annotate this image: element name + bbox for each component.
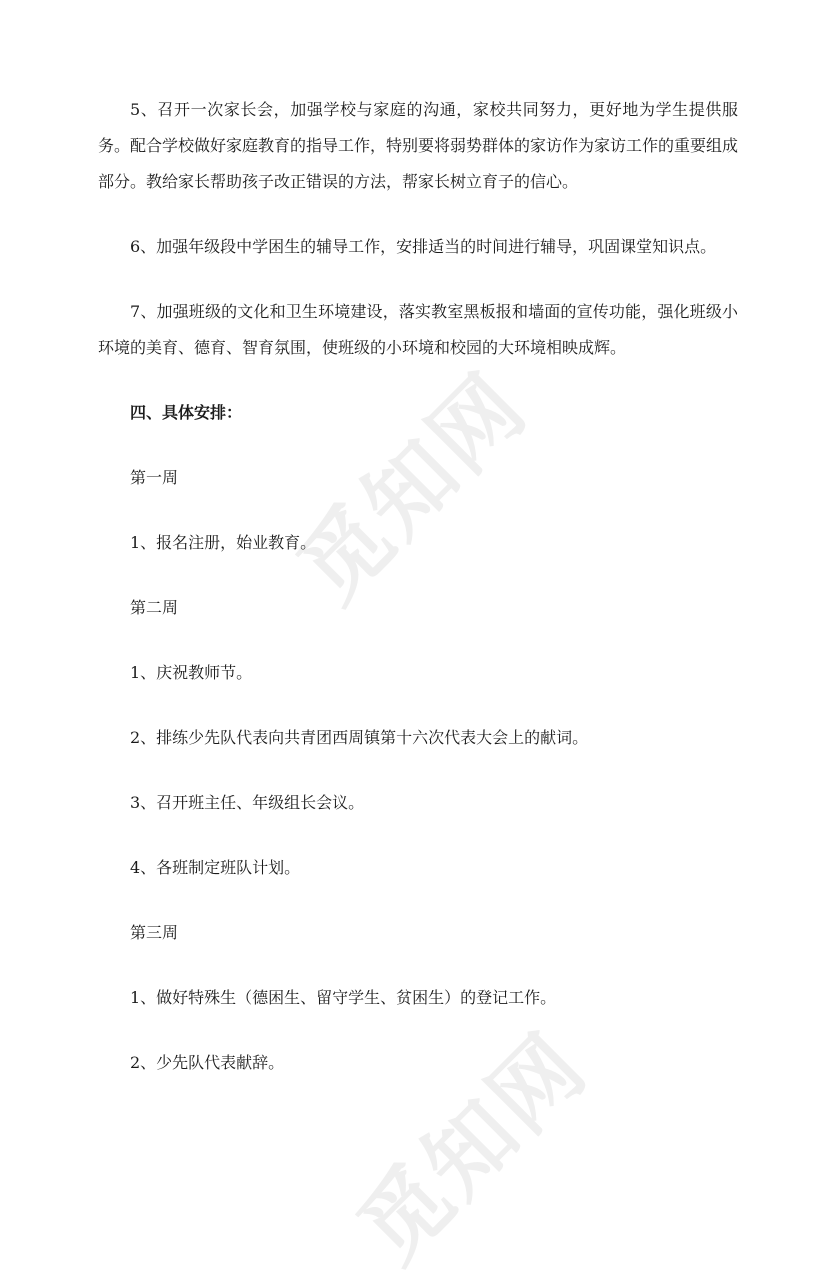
paragraph-item-7: 7、加强班级的文化和卫生环境建设，落实教室黑板报和墙面的宣传功能，强化班级小环境的美育、德育、智育氛围，使班级的小环境和校园的大环境相映成辉。: [98, 302, 738, 357]
week-1-title: 第一周: [130, 468, 179, 487]
week-2-title: 第二周: [130, 598, 179, 617]
week-2-item-2: 2、排练少先队代表向共青团西周镇第十六次代表大会上的献词。: [130, 728, 589, 747]
week-1-item-1: 1、报名注册，始业教育。: [130, 533, 317, 552]
week-3-item-2: 2、少先队代表献辞。: [130, 1053, 285, 1072]
week-2-item-3: 3、召开班主任、年级组长会议。: [130, 793, 365, 812]
week-2-item-4: 4、各班制定班队计划。: [130, 858, 301, 877]
watermark: 觅知网: [278, 353, 547, 622]
week-3-item-1: 1、做好特殊生（德困生、留守学生、贫困生）的登记工作。: [130, 988, 557, 1007]
section-heading: 四、具体安排：: [130, 403, 243, 422]
watermark-bottom: 觅知网: [338, 1013, 607, 1282]
paragraph-item-6: 6、加强年级段中学困生的辅导工作，安排适当的时间进行辅导，巩固课堂知识点。: [130, 237, 717, 256]
document-body: [98, 92, 738, 1110]
week-2-item-1: 1、庆祝教师节。: [130, 663, 253, 682]
week-3-title: 第三周: [130, 923, 179, 942]
paragraph-item-5: 5、召开一次家长会，加强学校与家庭的沟通，家校共同努力，更好地为学生提供服务。配合学校做好家庭教育的指导工作，特别要将弱势群体的家访作为家访工作的重要组成部分。教给家长帮助孩子改正错误的方法，帮家长树立育子的信心。: [98, 100, 739, 191]
